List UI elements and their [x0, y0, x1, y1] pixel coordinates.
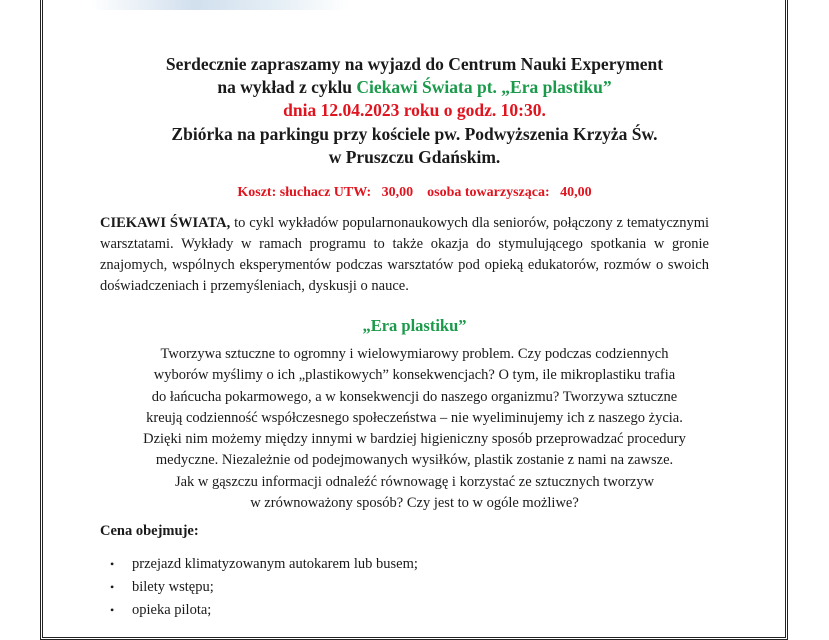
cost-member-label: Koszt: słuchacz UTW: [237, 185, 372, 200]
description-line: Jak w gąszczu informacji odnaleźć równowagę i korzystać ze sztucznych tworzyw [174, 473, 655, 490]
list-item [100, 576, 418, 599]
lecture-series-prefix: na wykład z cyklu [217, 77, 357, 97]
meeting-point-line: Zbiórka na parkingu przy kościele pw. Podwyższenia Krzyża Św. [171, 124, 658, 144]
intro-text: to cykl wykładów popularnonaukowych dla seniorów, połączony z tematycznymi warsztatami. Wykłady w ramach programu to także okazja do stymulującego spotkania w gronie znajomych, wspólnych eksperymentów podczas warsztatów pod opieką edukatorów, rozmów o swoich doświadczeniach i przemyśleniach, dyskusji o nauce. [100, 215, 709, 294]
header-decoration [90, 0, 350, 10]
lecture-description [0, 344, 829, 514]
bullet-icon: • [110, 580, 115, 594]
bullet-icon: • [110, 603, 115, 617]
list-item [100, 553, 418, 576]
description-line: kreują codzienność współczesnego społeczeństwa – nie wyeliminujemy ich z naszego życia. [146, 409, 683, 426]
lecture-series-title: Ciekawi Świata pt. „Era plastiku” [356, 77, 612, 97]
price-includes-list [100, 553, 418, 622]
lecture-series-line [0, 76, 829, 99]
bullet-icon: • [110, 557, 115, 571]
description-line: w zrównoważony sposób? Czy jest to w ogóle możliwe? [250, 495, 579, 512]
intro-lead: CIEKAWI ŚWIATA, [100, 215, 231, 231]
description-line: wyborów myślimy o ich „plastikowych” konsekwencjach? O tym, ile mikroplastiku trafia [153, 367, 676, 384]
price-includes-heading: Cena obejmuje: [100, 523, 199, 539]
list-item-text: opieka pilota; [132, 602, 212, 618]
cost-companion-price: 40,00 [560, 185, 592, 200]
intro-paragraph [100, 213, 709, 297]
date-line: dnia 12.04.2023 roku o godz. 10:30. [283, 100, 546, 120]
cost-companion-label: osoba towarzysząca: [427, 185, 550, 200]
cost-member-price: 30,00 [381, 185, 414, 200]
description-line: medyczne. Niezależnie od podejmowanych wysiłków, plastik zostanie z nami na zawsze. [155, 452, 674, 469]
meeting-town-line: w Pruszczu Gdańskim. [328, 147, 501, 167]
description-line: Tworzywa sztuczne to ogromny i wielowymiarowy problem. Czy podczas codziennych [160, 346, 669, 362]
lecture-title: „Era plastiku” [362, 316, 467, 335]
description-line: do łańcucha pokarmowego, a w konsekwencji do naszego organizmu? Tworzywa sztuczne [151, 388, 678, 405]
list-item-text: bilety wstępu; [132, 579, 214, 595]
description-line: Dzięki nim możemy między innymi w bardziej higieniczny sposób przeprowadzać procedury [143, 431, 686, 448]
list-item-text: przejazd klimatyzowanym autokarem lub busem; [132, 556, 418, 572]
list-item [100, 599, 418, 622]
cost-line [0, 184, 829, 202]
invitation-line: Serdecznie zapraszamy na wyjazd do Centrum Nauki Experyment [165, 54, 664, 74]
